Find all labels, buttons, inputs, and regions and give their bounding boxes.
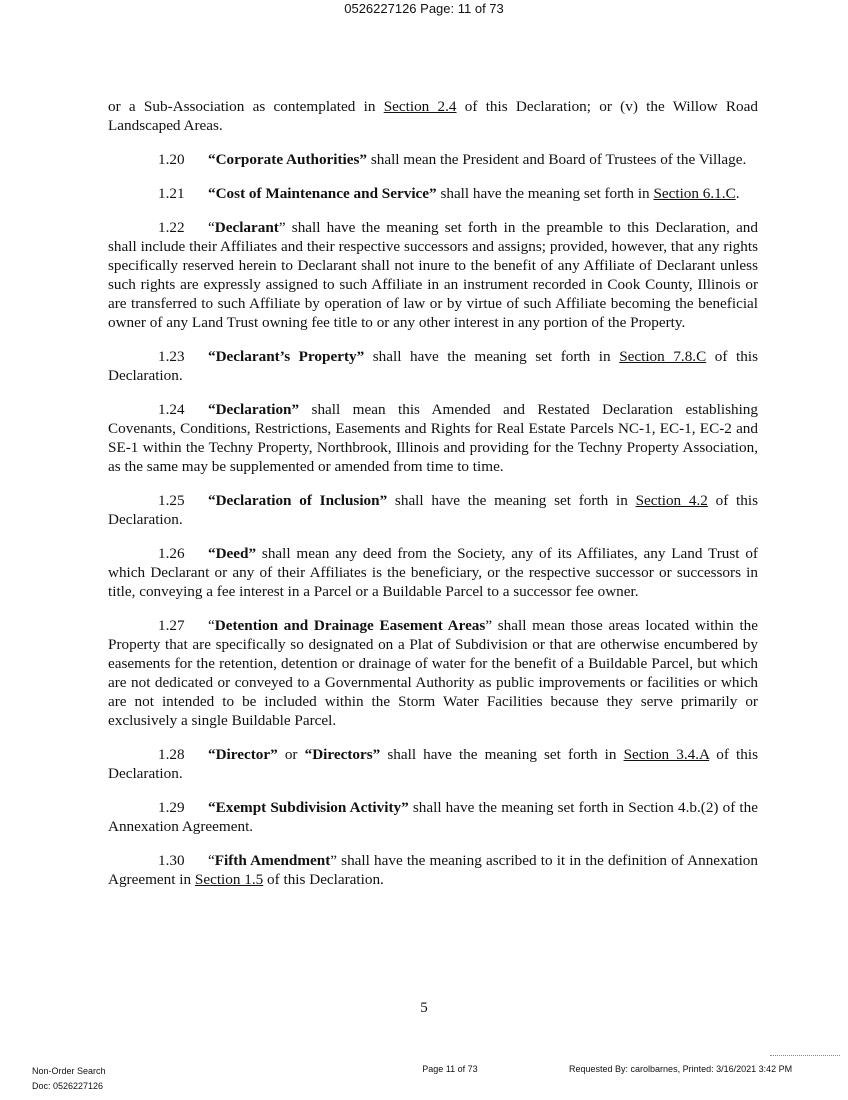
- footer-doc-number: Doc: 0526227126: [32, 1081, 104, 1091]
- definition-1-25: 1.25 “Declaration of Inclusion” shall have the meaning set forth in Section 4.2 of this Declaration.: [108, 492, 758, 528]
- footer-requested-by: Requested By: carolbarnes, Printed: 3/16/2021 3:42 PM: [569, 1064, 793, 1074]
- section-link: Section 3.4.A: [623, 746, 710, 763]
- defined-term: “Directors”: [304, 746, 381, 763]
- section-link: Section 6.1.C: [653, 185, 736, 202]
- defined-term: “Cost of Maintenance and Service”: [208, 185, 437, 202]
- defined-term: “Declarant’s Property”: [208, 348, 365, 365]
- paragraph-continuation: or a Sub-Association as contemplated in Section 2.4 of this Declaration; or (v) the Willow Road Landscaped Areas.: [108, 98, 758, 134]
- defined-term: Detention and Drainage Easement Areas: [214, 617, 486, 634]
- definition-1-28: 1.28 “Director” or “Directors” shall have the meaning set forth in Section 3.4.A of this Declaration.: [108, 746, 758, 782]
- scan-artifact: [770, 1055, 840, 1057]
- document-body: [108, 97, 758, 904]
- definition-1-26: 1.26 “Deed” shall mean any deed from the Society, any of its Affiliates, any Land Trust of which Declarant or any of their Affiliates is the beneficiary, or the respective successor or successors in title, conveying a fee interest in a Parcel or a Buildable Parcel to a successor fee owner.: [108, 545, 758, 600]
- definition-1-21: 1.21 “Cost of Maintenance and Service” shall have the meaning set forth in Section 6.1.C.: [158, 185, 740, 202]
- defined-term: “Director”: [208, 746, 278, 763]
- definition-1-23: 1.23 “Declarant’s Property” shall have the meaning set forth in Section 7.8.C of this Declaration.: [108, 348, 758, 384]
- footer-search-type: Non-Order Search: [32, 1066, 106, 1076]
- definition-1-20: 1.20 “Corporate Authorities” shall mean the President and Board of Trustees of the Village.: [158, 151, 747, 168]
- page-number: 5: [420, 1000, 428, 1016]
- footer-page-count: Page 11 of 73: [422, 1064, 478, 1074]
- definition-1-27: 1.27 “Detention and Drainage Easement Areas” shall mean those areas located within the Property that are specifically so designated on a Plat of Subdivision or that are otherwise encumbered by easements for the retention, detention or drainage of water for the benefit of a Buildable Parcel, but which are not dedicated or conveyed to a Governmental Authority as public improvements or facilities or which are not intended to be included within the Storm Water Facilities because they serve primarily or exclusively a single Buildable Parcel.: [108, 617, 759, 729]
- definition-1-22: 1.22 “Declarant” shall have the meaning set forth in the preamble to this Declaration, and shall include their Affiliates and their respective successors and assigns; provided, however, that any rights specifically reserved herein to Declarant shall not inure to the benefit of any Affiliate of Declarant unless such rights are expressly assigned to such Affiliate in an instrument recorded in Cook County, Illinois or are transferred to such Affiliate by operation of law or by virtue of such Affiliate becoming the beneficial owner of any Land Trust owning fee title to or any other interest in any portion of the Property.: [108, 219, 758, 331]
- defined-term: “Declaration of Inclusion”: [208, 492, 388, 509]
- defined-term: Fifth Amendment: [214, 852, 331, 869]
- definition-1-29: 1.29 “Exempt Subdivision Activity” shall have the meaning set forth in Section 4.b.(2) of the Annexation Agreement.: [108, 799, 758, 835]
- defined-term: “Exempt Subdivision Activity”: [208, 799, 409, 816]
- definition-1-30: 1.30 “Fifth Amendment” shall have the meaning ascribed to it in the definition of Annexation Agreement in Section 1.5 of this Declaration.: [108, 852, 758, 888]
- section-link: Section 2.4: [383, 98, 457, 115]
- section-link: Section 1.5: [194, 871, 264, 888]
- definition-1-24: 1.24 “Declaration” shall mean this Amended and Restated Declaration establishing Covenants, Conditions, Restrictions, Easements and Rights for Real Estate Parcels NC-1, EC-1, EC-2 and SE-1 within the Techny Property, Northbrook, Illinois and providing for the Techny Property Association, as the same may be supplemented or amended from time to time.: [108, 401, 758, 475]
- section-link: Section 7.8.C: [619, 348, 707, 365]
- defined-term: “Corporate Authorities”: [208, 151, 368, 168]
- document-header: 0526227126 Page: 11 of 73: [344, 1, 504, 16]
- defined-term: Declarant: [214, 219, 279, 236]
- defined-term: “Deed”: [208, 545, 257, 562]
- defined-term: “Declaration”: [208, 401, 300, 418]
- section-link: Section 4.2: [635, 492, 708, 509]
